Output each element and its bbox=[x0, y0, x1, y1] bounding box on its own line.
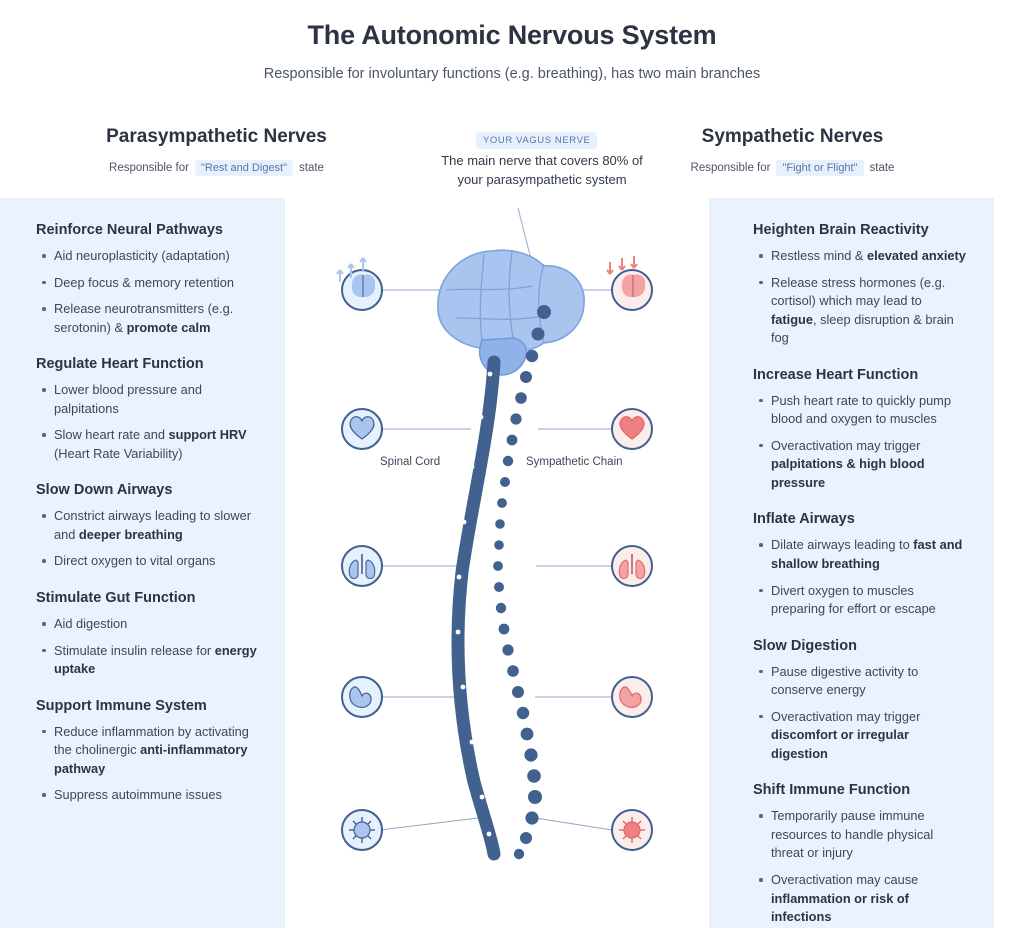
benefit-group bbox=[753, 367, 968, 493]
list-item: Suppress autoimmune issues bbox=[54, 786, 259, 805]
list-item: Release neurotransmitters (e.g. serotonin) & promote calm bbox=[54, 300, 259, 337]
parasympathetic-sub-prefix: Responsible for bbox=[109, 162, 189, 174]
list-item: Aid digestion bbox=[54, 615, 259, 634]
benefit-list bbox=[36, 381, 259, 463]
icon-immune-parasympathetic bbox=[342, 810, 382, 850]
list-item: Temporarily pause immune resources to handle physical threat or injury bbox=[771, 807, 968, 863]
benefit-list bbox=[36, 615, 259, 679]
page-subtitle: Responsible for involuntary functions (e.g. breathing), has two main branches bbox=[263, 66, 761, 82]
benefit-group-title: Increase Heart Function bbox=[753, 366, 919, 383]
sympathetic-state-pill: "Fight or Flight" bbox=[776, 160, 863, 176]
sympathetic-sub-prefix: Responsible for bbox=[690, 162, 771, 174]
icon-brain-sympathetic bbox=[607, 256, 652, 310]
benefit-group-title: Regulate Heart Function bbox=[36, 356, 204, 373]
benefit-list bbox=[36, 507, 259, 571]
list-item: Overactivation may cause inflammation or risk of infections bbox=[771, 871, 968, 927]
parasympathetic-panel bbox=[0, 198, 285, 928]
icon-lungs-parasympathetic bbox=[342, 546, 382, 586]
list-item: Deep focus & memory retention bbox=[54, 274, 259, 293]
benefit-group bbox=[36, 482, 259, 571]
center-diagram bbox=[286, 112, 708, 928]
benefit-group bbox=[753, 511, 968, 618]
anatomy-illustration bbox=[286, 112, 708, 928]
list-item: Divert oxygen to muscles preparing for effort or escape bbox=[771, 582, 968, 619]
benefit-group-title: Heighten Brain Reactivity bbox=[753, 222, 929, 238]
brain-illustration bbox=[438, 250, 584, 375]
list-item: Dilate airways leading to fast and shallow breathing bbox=[771, 536, 968, 573]
parasympathetic-sub-suffix: state bbox=[299, 162, 324, 174]
list-item: Pause digestive activity to conserve energy bbox=[771, 663, 968, 700]
icon-stomach-sympathetic bbox=[612, 677, 652, 717]
benefit-list bbox=[753, 536, 968, 618]
benefit-group bbox=[753, 222, 968, 348]
icon-stomach-parasympathetic bbox=[342, 677, 382, 717]
benefit-list bbox=[753, 807, 968, 926]
benefit-list bbox=[753, 392, 968, 493]
benefit-group-title: Slow Down Airways bbox=[36, 482, 173, 499]
list-item: Restless mind & elevated anxiety bbox=[771, 247, 968, 266]
benefit-list bbox=[36, 247, 259, 337]
icon-immune-sympathetic bbox=[612, 810, 652, 850]
list-item: Reduce inflammation by activating the cholinergic anti-inflammatory pathway bbox=[54, 723, 259, 779]
benefit-group-title: Stimulate Gut Function bbox=[36, 590, 196, 607]
sympathetic-panel bbox=[709, 198, 994, 928]
benefit-group bbox=[36, 222, 259, 337]
list-item: Aid neuroplasticity (adaptation) bbox=[54, 247, 259, 266]
benefit-group-title: Shift Immune Function bbox=[753, 782, 911, 799]
sympathetic-groups bbox=[709, 198, 994, 927]
list-item: Stimulate insulin release for energy uptake bbox=[54, 642, 259, 679]
icon-brain-parasympathetic bbox=[337, 258, 382, 310]
icon-heart-parasympathetic bbox=[342, 409, 382, 449]
benefit-list bbox=[36, 723, 259, 805]
connector-lines-right bbox=[529, 290, 612, 830]
benefit-group bbox=[36, 698, 259, 805]
vagus-nerve-badge: YOUR VAGUS NERVE bbox=[476, 132, 597, 149]
parasympathetic-title: Parasympathetic Nerves bbox=[106, 126, 327, 147]
icon-heart-sympathetic bbox=[612, 409, 652, 449]
benefit-group-title: Support Immune System bbox=[36, 697, 207, 714]
list-item: Release stress hormones (e.g. cortisol) which may lead to fatigue, sleep disruption & brain fog bbox=[771, 274, 968, 348]
list-item: Direct oxygen to vital organs bbox=[54, 552, 259, 571]
vagus-nerve-description: The main nerve that covers 80% of your parasympathetic system bbox=[441, 153, 643, 187]
benefit-group-title: Inflate Airways bbox=[753, 511, 855, 528]
sympathetic-chain-label: Sympathetic Chain bbox=[526, 456, 623, 468]
benefit-group bbox=[753, 638, 968, 764]
benefit-group-title: Slow Digestion bbox=[753, 637, 857, 654]
benefit-group bbox=[753, 782, 968, 926]
benefit-group-title: Reinforce Neural Pathways bbox=[36, 222, 223, 238]
benefit-group bbox=[36, 590, 259, 679]
list-item: Lower blood pressure and palpitations bbox=[54, 381, 259, 418]
page-title: The Autonomic Nervous System bbox=[307, 20, 717, 50]
list-item: Constrict airways leading to slower and deeper breathing bbox=[54, 507, 259, 544]
benefit-group bbox=[36, 356, 259, 463]
sympathetic-sub-suffix: state bbox=[869, 162, 895, 174]
sympathetic-chain bbox=[493, 305, 551, 859]
spinal-cord bbox=[458, 362, 494, 854]
list-item: Push heart rate to quickly pump blood and oxygen to muscles bbox=[771, 392, 968, 429]
spinal-cord-label: Spinal Cord bbox=[380, 456, 441, 468]
benefit-list bbox=[753, 663, 968, 764]
list-item: Overactivation may trigger palpitations & high blood pressure bbox=[771, 437, 968, 493]
icon-lungs-sympathetic bbox=[612, 546, 652, 586]
parasympathetic-groups bbox=[0, 198, 285, 805]
sympathetic-title: Sympathetic Nerves bbox=[701, 126, 884, 147]
parasympathetic-state-pill: "Rest and Digest" bbox=[195, 160, 293, 176]
benefit-list bbox=[753, 247, 968, 348]
header bbox=[0, 0, 1024, 82]
list-item: Slow heart rate and support HRV (Heart Rate Variability) bbox=[54, 426, 259, 463]
list-item: Overactivation may trigger discomfort or irregular digestion bbox=[771, 708, 968, 764]
